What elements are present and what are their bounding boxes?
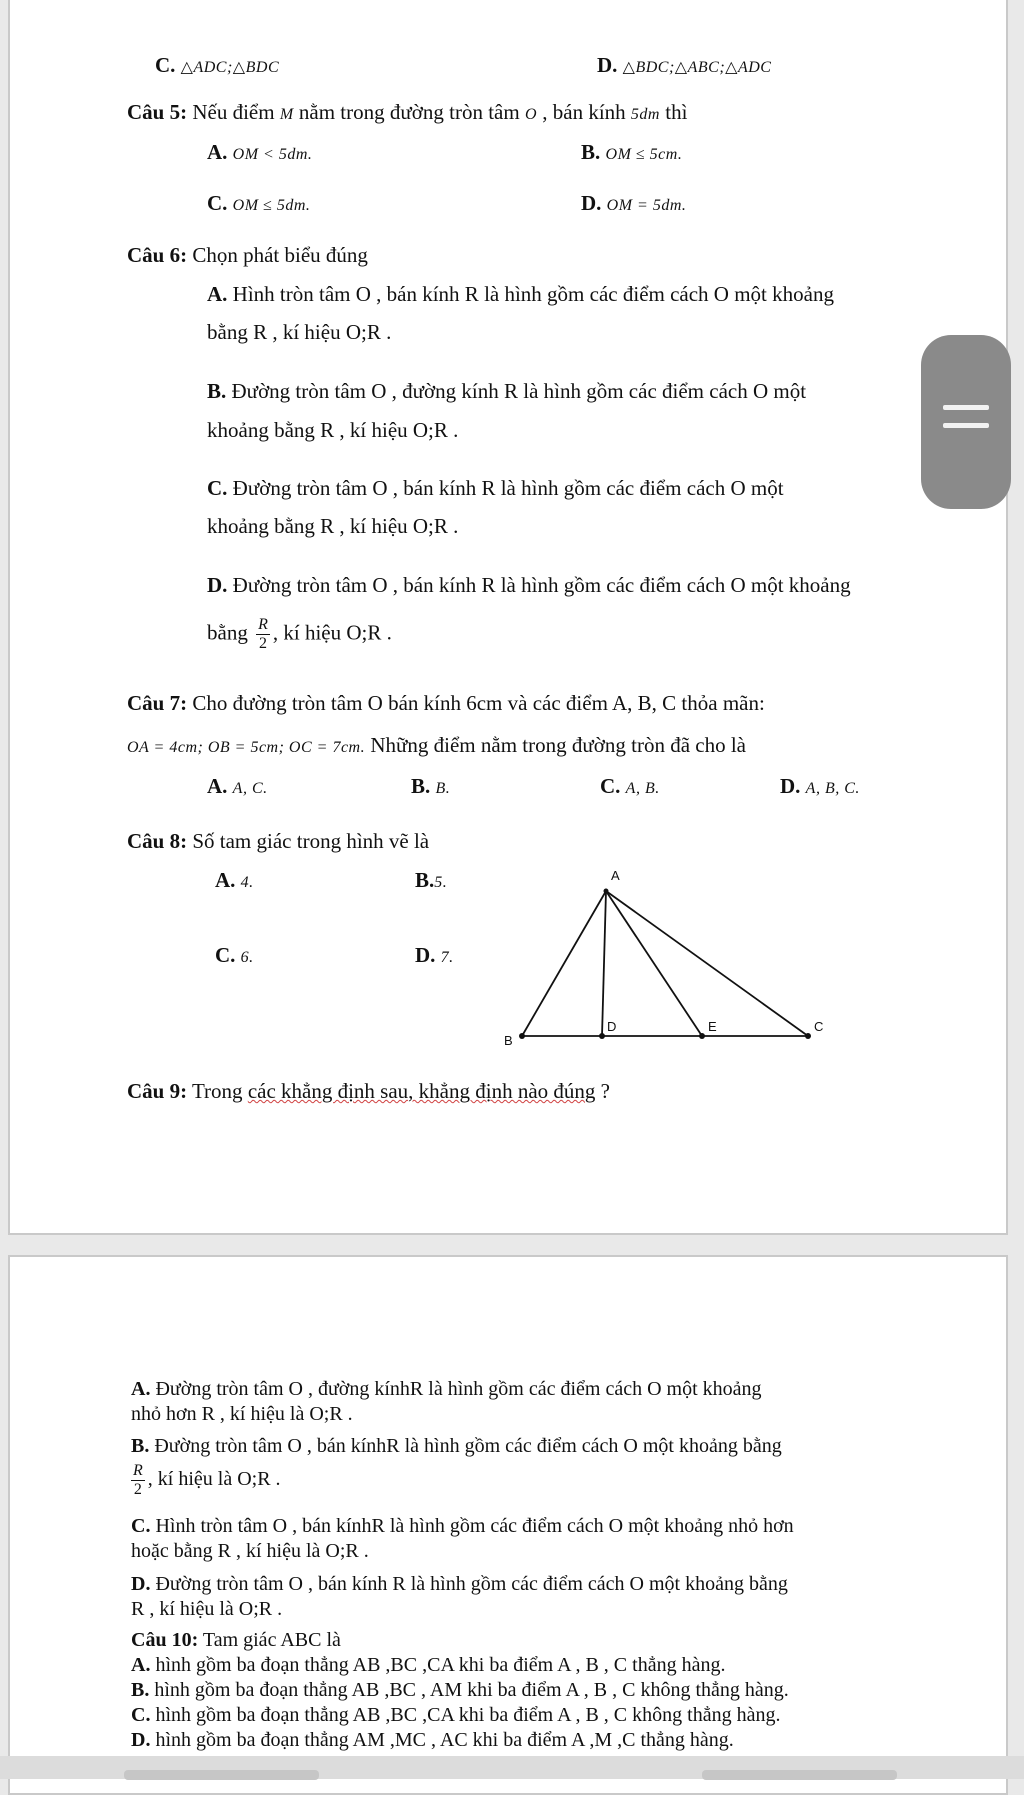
label-e: E — [708, 1019, 717, 1034]
q7-option-d: D. A, B, C. — [780, 774, 860, 798]
q6-option-d-line2: bằng $\frac{R}{2}$ , kí hiệu O;R . — [207, 616, 392, 652]
q8-option-a: A. 4. — [215, 868, 254, 892]
q9-option-d-line1: D. Đường tròn tâm O , bán kính R là hình gồm các điểm cách O một khoảng bằng — [131, 1573, 788, 1595]
label-b: B — [504, 1033, 513, 1048]
q6-option-a-line2: bằng R , kí hiệu O;R . — [207, 320, 392, 344]
point-c — [805, 1033, 811, 1039]
bottom-thumbnail-strip — [0, 1756, 1024, 1779]
fraction-r-over-2: $\frac{R}{2}$ — [258, 616, 268, 652]
q8-option-b: B.5. — [415, 868, 448, 892]
q6-option-c-line1: C. Đường tròn tâm O , bán kính R là hình gồm các điểm cách O một — [207, 476, 784, 500]
q6-option-a-line1: A. Hình tròn tâm O , bán kính R là hình gồm các điểm cách O một khoảng — [207, 282, 834, 306]
q7-stem-line1: Câu 7: Cho đường tròn tâm O bán kính 6cm và các điểm A, B, C thỏa mãn: — [127, 691, 765, 715]
q6-option-b-line2: khoảng bằng R , kí hiệu O;R . — [207, 418, 459, 442]
q5-stem: Câu 5: Nếu điểm M nằm trong đường tròn tâm O , bán kính 5dm thì — [127, 100, 688, 124]
segment-ac — [606, 891, 808, 1036]
point-d — [599, 1033, 605, 1039]
q9-option-a-line2: nhỏ hơn R , kí hiệu là O;R . — [131, 1403, 353, 1425]
q7-stem-line2: OA = 4cm; OB = 5cm; OC = 7cm. Những điểm nằm trong đường tròn đã cho là — [127, 733, 746, 757]
segment-ae — [606, 891, 702, 1036]
q6-option-c-line2: khoảng bằng R , kí hiệu O;R . — [207, 514, 459, 538]
q9-option-b-line1: B. Đường tròn tâm O , bán kínhR là hình gồm các điểm cách O một khoảng bằng — [131, 1435, 782, 1457]
segment-ab — [522, 891, 606, 1036]
label-c: C — [814, 1019, 824, 1034]
q10-stem: Câu 10: Tam giác ABC là — [131, 1629, 341, 1651]
point-b — [519, 1033, 525, 1039]
q8-option-c: C. 6. — [215, 943, 254, 967]
q9-option-b-line2: $\frac{R}{2}$ , kí hiệu là O;R . — [133, 1462, 281, 1498]
label-a: A — [611, 868, 620, 883]
document-page-2 — [8, 1255, 1008, 1795]
q10-option-b: B. hình gồm ba đoạn thẳng AB ,BC , AM khi ba điểm A , B , C không thẳng hàng. — [131, 1679, 789, 1701]
q9-option-c-line1: C. Hình tròn tâm O , bán kínhR là hình gồm các điểm cách O một khoảng nhỏ hơn — [131, 1515, 794, 1537]
q9-stem: Câu 9: Trong các khẳng định sau, khẳng định nào đúng ? — [127, 1079, 610, 1103]
scroll-handle[interactable] — [921, 335, 1011, 509]
q8-option-d: D. 7. — [415, 943, 454, 967]
triangle-figure — [10, 0, 1010, 1235]
q6-stem: Câu 6: Chọn phát biểu đúng — [127, 243, 368, 267]
q5-option-b: B. OM ≤ 5cm. — [581, 140, 683, 164]
point-e — [699, 1033, 705, 1039]
q5-option-c: C. OM ≤ 5dm. — [207, 191, 311, 215]
segment-ad — [602, 891, 606, 1036]
q10-option-c: C. hình gồm ba đoạn thẳng AB ,BC ,CA khi ba điểm A , B , C không thẳng hàng. — [131, 1704, 781, 1726]
grip-line-top — [943, 405, 989, 410]
q5-option-a: A. OM < 5dm. — [207, 140, 313, 164]
q10-option-d: D. hình gồm ba đoạn thẳng AM ,MC , AC khi ba điểm A ,M ,C thẳng hàng. — [131, 1729, 734, 1751]
q6-option-b-line1: B. Đường tròn tâm O , đường kính R là hình gồm các điểm cách O một — [207, 379, 807, 403]
q8-stem: Câu 8: Số tam giác trong hình vẽ là — [127, 829, 430, 853]
q9-option-d-line2: R , kí hiệu là O;R . — [131, 1598, 283, 1620]
q9-option-c-line2: hoặc bằng R , kí hiệu là O;R . — [131, 1540, 369, 1562]
q5-option-d: D. OM = 5dm. — [581, 191, 687, 215]
q4-option-d: D. △BDC;△ABC;△ADC — [597, 53, 772, 77]
point-a — [604, 889, 609, 894]
q7-option-b: B. B. — [411, 774, 451, 798]
q10-option-a: A. hình gồm ba đoạn thẳng AB ,BC ,CA khi ba điểm A , B , C thẳng hàng. — [131, 1654, 726, 1676]
fraction-r-over-2: $\frac{R}{2}$ — [133, 1462, 143, 1498]
q7-option-c: C. A, B. — [600, 774, 660, 798]
label-d: D — [607, 1019, 617, 1034]
q6-option-d-line1: D. Đường tròn tâm O , bán kính R là hình gồm các điểm cách O một khoảng — [207, 573, 851, 597]
q7-option-a: A. A, C. — [207, 774, 268, 798]
grip-line-bottom — [943, 423, 989, 428]
q9-option-a-line1: A. Đường tròn tâm O , đường kínhR là hình gồm các điểm cách O một khoảng — [131, 1378, 762, 1400]
q4-option-c: C. △ADC;△BDC — [155, 53, 280, 77]
document-page-1 — [8, 0, 1008, 1235]
